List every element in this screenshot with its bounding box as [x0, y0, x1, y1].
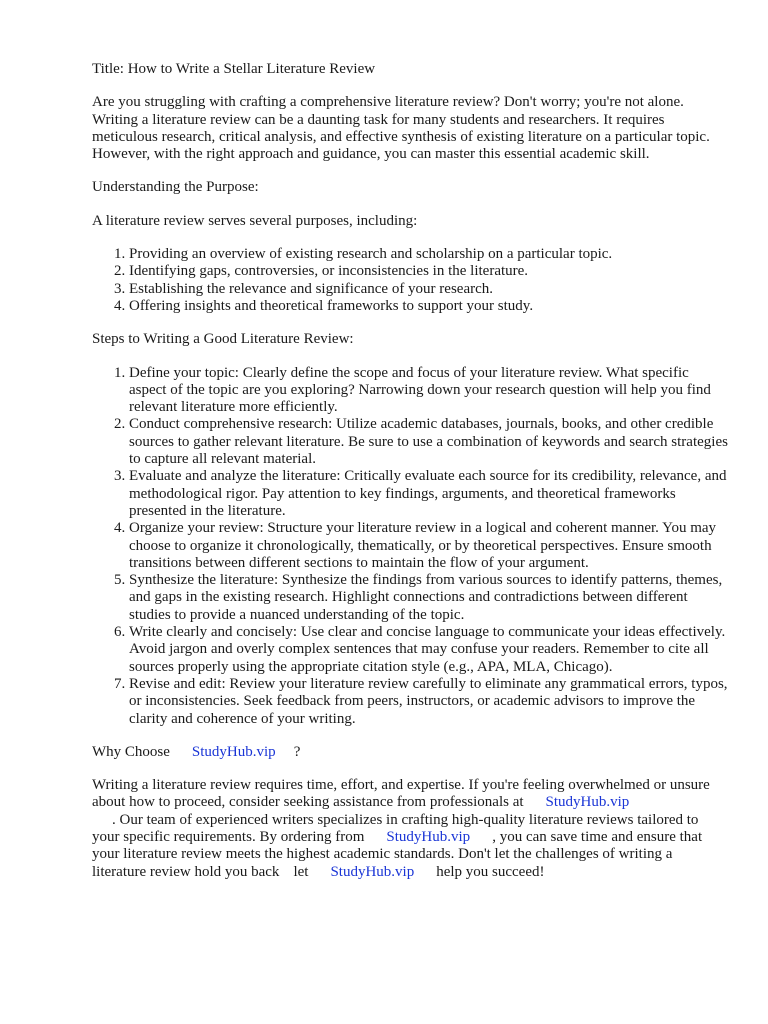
closing-text-1: Writing a literature review requires time, effort, and expertise. If you're feeling overwhelmed or unsure about how to proceed, consider seeking assistance from professionals at [92, 777, 710, 811]
purpose-item: 2. Identifying gaps, controversies, or inconsistencies in the literature. [129, 263, 728, 280]
step-item: 3. Evaluate and analyze the literature: Critically evaluate each source for its credibility, relevance, and methodological rigor. Pay attention to key findings, arguments, and theoretical frameworks presented in the literature. [129, 468, 728, 520]
purpose-heading: Understanding the Purpose: [92, 179, 259, 196]
closing-text-3: , you can save time and ensure that your literature review meets the highest academic standards. Don't let the challenges of writing a literature review hold you back [92, 828, 703, 880]
purpose-item: 1. Providing an overview of existing research and scholarship on a particular topic. [129, 246, 728, 263]
step-item: 1. Define your topic: Clearly define the scope and focus of your literature review. What specific aspect of the topic are you exploring? Narrowing down your research question will help you find relevant literature more efficiently. [129, 365, 728, 417]
step-item: 5. Synthesize the literature: Synthesize the findings from various sources to identify patterns, themes, and gaps in the existing research. Highlight connections and contradictions between different studies to provide a nuanced understanding of the topic. [129, 572, 728, 624]
studyhub-link[interactable]: StudyHub.vip [545, 794, 630, 811]
why-choose-suffix: ? [293, 743, 301, 760]
closing-text-4: let [293, 863, 309, 880]
purpose-lead: A literature review serves several purposes, including: [92, 212, 418, 229]
closing-paragraph [92, 777, 728, 881]
step-item: 4. Organize your review: Structure your literature review in a logical and coherent manner. You may choose to organize it chronologically, thematically, or by theoretical perspectives. Ensure smooth transitions between different sections to maintain the flow of your argument. [129, 520, 728, 572]
step-item: 2. Conduct comprehensive research: Utilize academic databases, journals, books, and other credible sources to gather relevant literature. Be sure to use a combination of keywords and search strategies to capture all relevant material. [129, 416, 728, 468]
studyhub-link[interactable]: StudyHub.vip [330, 863, 415, 880]
purpose-item: 3. Establishing the relevance and significance of your research. [129, 281, 728, 298]
purpose-item: 4. Offering insights and theoretical frameworks to support your study. [129, 298, 728, 315]
purposes-list [92, 246, 728, 315]
studyhub-link[interactable]: StudyHub.vip [191, 743, 276, 760]
intro-paragraph: Are you struggling with crafting a comprehensive literature review? Don't worry; you're not alone. Writing a literature review can be a daunting task for many students and researchers. It requires meticulous research, critical analysis, and effective synthesis of existing literature on a particular topic. However, with the right approach and guidance, you can master this essential academic skill. [92, 94, 710, 163]
steps-heading: Steps to Writing a Good Literature Review: [92, 331, 354, 348]
why-choose-heading [92, 744, 728, 761]
step-item: 6. Write clearly and concisely: Use clear and concise language to communicate your ideas effectively. Avoid jargon and overly complex sentences that may confuse your readers. Remember to cite all sources properly using the appropriate citation style (e.g., APA, MLA, Chicago). [129, 624, 728, 676]
closing-text-2: . Our team of experienced writers specializes in crafting high-quality literature reviews tailored to your specific requirements. By ordering from [92, 811, 699, 845]
steps-list [92, 365, 728, 728]
step-item: 7. Revise and edit: Review your literature review carefully to eliminate any grammatical errors, typos, or inconsistencies. Seek feedback from peers, instructors, or academic advisors to improve the clarity and coherence of your writing. [129, 676, 728, 728]
document-title: Title: How to Write a Stellar Literature Review [92, 61, 376, 77]
studyhub-link[interactable]: StudyHub.vip [386, 828, 471, 845]
why-choose-prefix: Why Choose [92, 743, 170, 760]
closing-text-5: help you succeed! [436, 863, 545, 880]
